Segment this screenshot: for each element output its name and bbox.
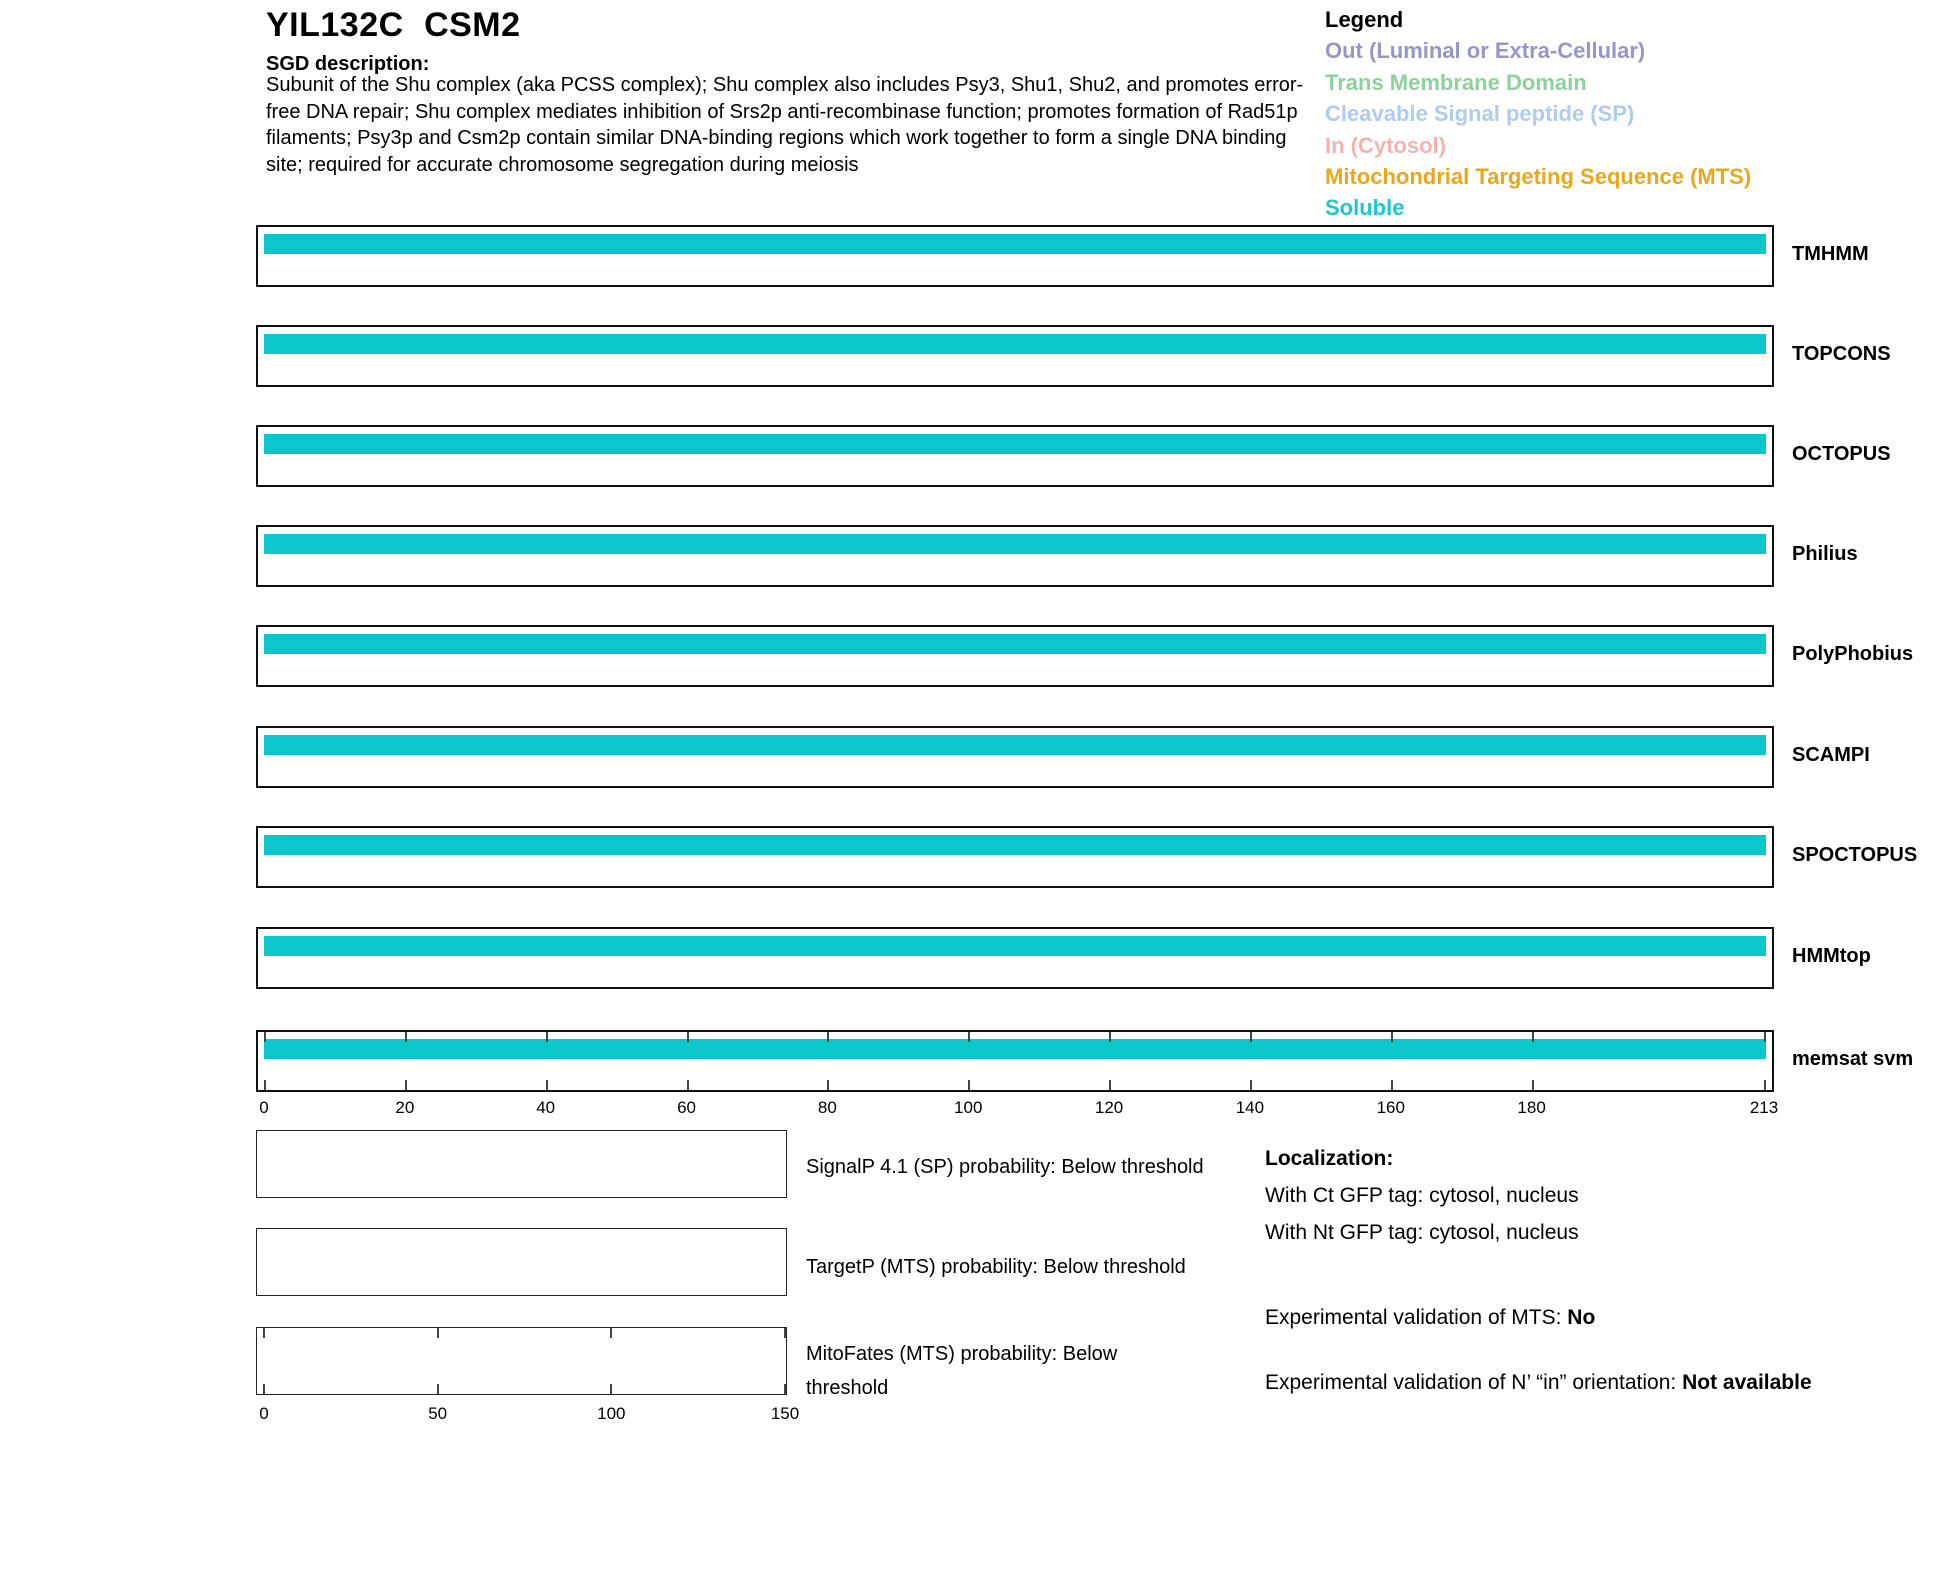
orientation-validation-line: [1265, 1365, 1850, 1401]
mts-validation-line: [1265, 1306, 1595, 1330]
axis-tick-mark: [610, 1384, 612, 1394]
track-label-hmmtop: HMMtop: [1792, 945, 1871, 967]
axis-tick-mark: [1391, 1032, 1393, 1042]
track-label-polyphobius: PolyPhobius: [1792, 643, 1914, 665]
axis-tick-mark: [263, 1384, 265, 1394]
legend-item-signal-peptide: Cleavable Signal peptide (SP): [1325, 101, 1635, 127]
axis-tick-label: 100: [954, 1098, 983, 1117]
sgd-description-text: Subunit of the Shu complex (aka PCSS complex); Shu complex also includes Psy3, Shu1, Shu2, and promotes error-free DNA repair; Shu complex mediates inhibition of Srs2p anti-recombinase function; promotes formation of Rad51p filaments; Psy3p and Csm2p contain similar DNA-binding regions which work together to form a single DNA binding site; required for accurate chromosome segregation during meiosis: [266, 74, 1304, 176]
axis-tick-mark: [437, 1328, 439, 1338]
axis-tick-mark: [1764, 1080, 1766, 1090]
axis-tick-mark: [1250, 1080, 1252, 1090]
targetp-label: TargetP (MTS) probability: Below threshold: [806, 1256, 1186, 1278]
axis-tick-mark: [264, 1080, 266, 1090]
soluble-segment-bar: [264, 936, 1766, 956]
soluble-segment-bar: [264, 234, 1766, 254]
axis-tick-mark: [784, 1384, 786, 1394]
axis-tick-mark: [784, 1328, 786, 1338]
track-box-philius: [256, 525, 1774, 587]
axis-tick-label: 50: [428, 1404, 448, 1423]
localization-ct-line: With Ct GFP tag: cytosol, nucleus: [1265, 1184, 1579, 1207]
axis-tick-mark: [827, 1032, 829, 1042]
soluble-segment-bar: [264, 334, 1766, 354]
legend-item-soluble: Soluble: [1325, 195, 1405, 221]
axis-tick-mark: [546, 1032, 548, 1042]
orientation-validation-value: Not available: [1682, 1371, 1812, 1394]
gene-name: CSM2: [424, 6, 521, 44]
soluble-segment-bar: [264, 534, 1766, 554]
track-box-polyphobius: [256, 625, 1774, 687]
axis-tick-mark: [1109, 1080, 1111, 1090]
legend-item-mts: Mitochondrial Targeting Sequence (MTS): [1325, 164, 1752, 190]
soluble-segment-bar: [264, 735, 1766, 755]
axis-tick-mark: [1250, 1032, 1252, 1042]
track-box-tmhmm: [256, 225, 1774, 287]
page-title: [266, 6, 521, 45]
axis-tick-label: 150: [770, 1404, 800, 1423]
mts-validation-label: Experimental validation of MTS:: [1265, 1306, 1568, 1329]
sgd-description-label: SGD description:: [266, 53, 430, 75]
axis-tick-label: 120: [1094, 1098, 1124, 1117]
legend-item-out: Out (Luminal or Extra-Cellular): [1325, 38, 1646, 64]
mts-validation-value: No: [1567, 1306, 1596, 1329]
axis-tick-label: 160: [1376, 1098, 1405, 1117]
soluble-segment-bar: [264, 835, 1766, 855]
axis-tick-label: 213: [1749, 1098, 1779, 1117]
track-box-spoctopus: [256, 826, 1774, 888]
axis-tick-mark: [405, 1080, 407, 1090]
axis-tick-label: 20: [395, 1098, 415, 1117]
track-box-topcons: [256, 325, 1774, 387]
axis-tick-mark: [263, 1328, 265, 1338]
track-label-spoctopus: SPOCTOPUS: [1792, 844, 1918, 866]
track-label-tmhmm: TMHMM: [1792, 243, 1869, 265]
track-box-scampi: [256, 726, 1774, 788]
axis-tick-mark: [968, 1032, 970, 1042]
axis-tick-mark: [968, 1080, 970, 1090]
axis-tick-label: 60: [677, 1098, 696, 1117]
orientation-validation-label: Experimental validation of N’ “in” orientation:: [1265, 1371, 1683, 1394]
mitofates-label: MitoFates (MTS) probability: Below threshold: [806, 1343, 1118, 1399]
probability-axis: [256, 1404, 800, 1428]
soluble-segment-bar: [264, 1039, 1766, 1059]
track-box-octopus: [256, 425, 1774, 487]
track-label-topcons: TOPCONS: [1792, 343, 1891, 365]
signalp-label: SignalP 4.1 (SP) probability: Below threshold: [806, 1156, 1204, 1178]
axis-tick-mark: [827, 1080, 829, 1090]
track-label-philius: Philius: [1792, 543, 1858, 565]
legend: [1325, 4, 1751, 224]
sequence-axis: [256, 1098, 1779, 1122]
prob-box-targetp: [256, 1228, 787, 1296]
track-label-scampi: SCAMPI: [1792, 744, 1870, 766]
legend-title: Legend: [1325, 7, 1404, 32]
legend-item-in-cytosol: In (Cytosol): [1325, 132, 1446, 158]
axis-tick-mark: [437, 1384, 439, 1394]
axis-tick-label: 140: [1235, 1098, 1265, 1117]
prob-box-signalp: [256, 1130, 787, 1198]
track-label-memsat: memsat svm: [1792, 1048, 1914, 1070]
axis-tick-label: 0: [259, 1404, 269, 1423]
track-box-memsat: [256, 1030, 1774, 1092]
axis-tick-label: 180: [1517, 1098, 1546, 1117]
axis-tick-mark: [405, 1032, 407, 1042]
axis-tick-label: 0: [259, 1098, 269, 1117]
axis-tick-label: 80: [817, 1098, 837, 1117]
axis-tick-mark: [687, 1080, 689, 1090]
track-box-hmmtop: [256, 927, 1774, 989]
axis-tick-mark: [1532, 1080, 1534, 1090]
axis-tick-label: 100: [597, 1404, 626, 1423]
orf-name: YIL132C: [266, 6, 404, 44]
localization-nt-line: With Nt GFP tag: cytosol, nucleus: [1265, 1221, 1579, 1244]
axis-tick-mark: [1109, 1032, 1111, 1042]
localization-title: Localization:: [1265, 1147, 1394, 1170]
axis-tick-mark: [610, 1328, 612, 1338]
soluble-segment-bar: [264, 434, 1766, 454]
axis-tick-mark: [264, 1032, 266, 1042]
axis-tick-mark: [1764, 1032, 1766, 1042]
axis-tick-mark: [1391, 1080, 1393, 1090]
axis-tick-mark: [1532, 1032, 1534, 1042]
prob-box-mitofates: [256, 1327, 787, 1395]
axis-tick-mark: [546, 1080, 548, 1090]
soluble-segment-bar: [264, 634, 1766, 654]
axis-tick-label: 40: [536, 1098, 556, 1117]
legend-item-tm-domain: Trans Membrane Domain: [1325, 69, 1587, 95]
axis-tick-mark: [687, 1032, 689, 1042]
track-label-octopus: OCTOPUS: [1792, 443, 1891, 465]
